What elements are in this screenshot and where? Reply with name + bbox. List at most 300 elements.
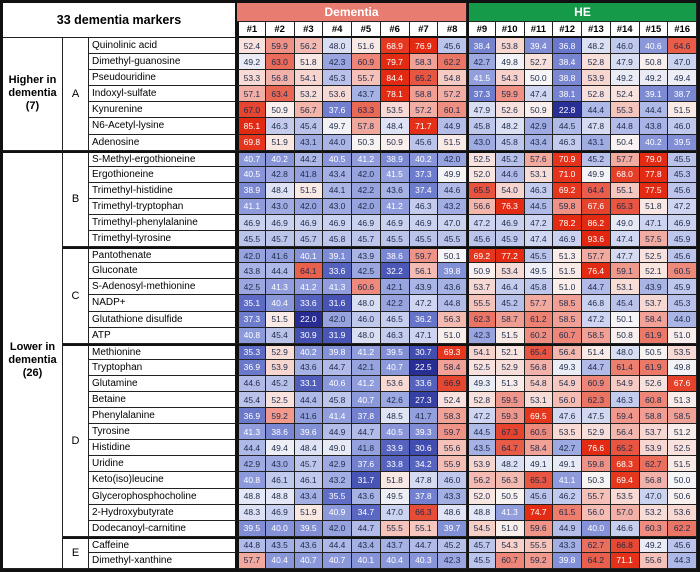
heatmap-cell: 49.5	[381, 489, 410, 505]
heatmap-cell: 40.2	[295, 344, 324, 360]
heatmap-cell: 48.0	[352, 295, 381, 311]
heatmap-cell: 59.4	[611, 408, 640, 424]
heatmap-cell: 57.6	[525, 151, 554, 167]
heatmap-cell: 53.7	[640, 424, 669, 440]
heatmap-cell: 86.2	[582, 215, 611, 231]
heatmap-cell: 46.9	[266, 505, 295, 521]
heatmap-cell: 51.4	[582, 344, 611, 360]
heatmap-cell: 52.4	[438, 392, 467, 408]
heatmap-cell: 54.1	[295, 70, 324, 86]
heatmap-cell: 57.0	[611, 505, 640, 521]
heatmap-cell: 48.4	[381, 118, 410, 134]
heatmap-cell: 45.8	[467, 118, 496, 134]
heatmap-cell: 55.9	[438, 456, 467, 472]
heatmap-cell: 42.1	[381, 279, 410, 295]
heatmap-cell: 41.2	[352, 376, 381, 392]
heatmap-cell: 42.8	[266, 167, 295, 183]
marker-name: Dimethyl-xanthine	[89, 553, 237, 569]
heatmap-cell: 58.4	[525, 440, 554, 456]
heatmap-cell: 36.9	[237, 408, 266, 424]
heatmap-cell: 46.8	[582, 295, 611, 311]
heatmap-cell: 41.3	[323, 279, 352, 295]
heatmap-cell: 44.5	[553, 118, 582, 134]
heatmap-cell: 45.5	[525, 247, 554, 263]
heatmap-cell: 38.4	[467, 38, 496, 54]
heatmap-cell: 45.9	[668, 279, 697, 295]
heatmap-cell: 53.2	[640, 505, 669, 521]
heatmap-cell: 69.8	[237, 135, 266, 151]
heatmap-cell: 61.9	[640, 360, 669, 376]
heatmap-cell: 38.9	[381, 151, 410, 167]
heatmap-cell: 64.6	[668, 38, 697, 54]
heatmap-cell: 47.9	[611, 54, 640, 70]
heatmap-cell: 35.1	[237, 295, 266, 311]
heatmap-cell: 56.0	[553, 392, 582, 408]
heatmap-cell: 47.4	[611, 231, 640, 247]
heatmap-cell: 62.2	[438, 54, 467, 70]
heatmap-cell: 41.1	[237, 199, 266, 215]
marker-name: Gluconate	[89, 263, 237, 279]
heatmap-cell: 51.5	[668, 102, 697, 118]
category-label: Lower in dementia (26)	[3, 151, 63, 569]
heatmap-cell: 45.3	[668, 295, 697, 311]
marker-name: Trimethyl-tyrosine	[89, 231, 237, 247]
marker-name: Betaine	[89, 392, 237, 408]
heatmap-cell: 44.3	[668, 553, 697, 569]
heatmap-cell: 78.1	[381, 86, 410, 102]
heatmap-cell: 46.0	[611, 38, 640, 54]
heatmap-cell: 44.4	[640, 102, 669, 118]
heatmap-cell: 37.6	[352, 456, 381, 472]
heatmap-cell: 47.1	[640, 215, 669, 231]
heatmap-cell: 60.1	[438, 102, 467, 118]
heatmap-cell: 32.2	[381, 263, 410, 279]
heatmap-cell: 50.3	[582, 472, 611, 488]
heatmap-cell: 93.6	[582, 231, 611, 247]
heatmap-cell: 37.4	[410, 183, 439, 199]
heatmap-cell: 44.8	[237, 537, 266, 553]
heatmap-cell: 42.0	[352, 167, 381, 183]
marker-name: NADP+	[89, 295, 237, 311]
heatmap-cell: 64.1	[295, 263, 324, 279]
heatmap-cell: 68.0	[611, 167, 640, 183]
heatmap-cell: 79.7	[381, 54, 410, 70]
heatmap-cell: 53.6	[381, 376, 410, 392]
heatmap-cell: 33.6	[295, 295, 324, 311]
heatmap-cell: 58.5	[582, 328, 611, 344]
heatmap-cell: 40.7	[381, 360, 410, 376]
heatmap-cell: 39.3	[410, 424, 439, 440]
heatmap-cell: 74.7	[525, 505, 554, 521]
heatmap-cell: 51.6	[352, 38, 381, 54]
column-header: #9	[467, 22, 496, 38]
column-header: #12	[553, 22, 582, 38]
heatmap-cell: 43.7	[352, 86, 381, 102]
heatmap-cell: 51.5	[553, 263, 582, 279]
heatmap-cell: 70.9	[553, 151, 582, 167]
heatmap-cell: 51.8	[295, 54, 324, 70]
heatmap-cell: 57.7	[525, 295, 554, 311]
heatmap-cell: 43.6	[352, 489, 381, 505]
heatmap-cell: 52.0	[467, 489, 496, 505]
heatmap-cell: 71.1	[611, 553, 640, 569]
heatmap-cell: 60.8	[640, 392, 669, 408]
heatmap-cell: 47.5	[582, 408, 611, 424]
heatmap-cell: 59.1	[611, 263, 640, 279]
heatmap-cell: 66.9	[438, 376, 467, 392]
heatmap-cell: 55.5	[381, 521, 410, 537]
heatmap-cell: 45.8	[496, 135, 525, 151]
heatmap-cell: 45.8	[323, 231, 352, 247]
heatmap-cell: 46.2	[553, 489, 582, 505]
heatmap-cell: 51.5	[438, 135, 467, 151]
heatmap-cell: 48.4	[295, 440, 324, 456]
column-header: #13	[582, 22, 611, 38]
heatmap-cell: 56.8	[640, 472, 669, 488]
marker-name: 2-Hydroxybutyrate	[89, 505, 237, 521]
heatmap-cell: 44.9	[323, 424, 352, 440]
heatmap-cell: 44.7	[323, 360, 352, 376]
heatmap-cell: 50.9	[381, 135, 410, 151]
heatmap-cell: 40.7	[323, 553, 352, 569]
heatmap-cell: 46.9	[553, 231, 582, 247]
heatmap-cell: 62.7	[582, 537, 611, 553]
marker-name: Pantothenate	[89, 247, 237, 263]
heatmap-cell: 49.9	[438, 167, 467, 183]
heatmap-cell: 57.8	[352, 118, 381, 134]
heatmap-cell: 43.7	[381, 537, 410, 553]
heatmap-cell: 71.7	[410, 118, 439, 134]
heatmap-cell: 42.0	[352, 199, 381, 215]
heatmap-cell: 64.4	[582, 183, 611, 199]
heatmap-cell: 38.8	[553, 70, 582, 86]
heatmap-cell: 69.4	[611, 472, 640, 488]
heatmap-cell: 76.4	[582, 263, 611, 279]
heatmap-cell: 53.9	[640, 440, 669, 456]
column-header: #7	[410, 22, 439, 38]
heatmap-cell: 45.4	[295, 118, 324, 134]
heatmap-cell: 22.0	[295, 312, 324, 328]
heatmap-cell: 46.9	[496, 215, 525, 231]
heatmap-cell: 41.3	[266, 279, 295, 295]
heatmap-cell: 62.3	[582, 392, 611, 408]
column-header: #14	[611, 22, 640, 38]
heatmap-cell: 47.0	[640, 489, 669, 505]
heatmap-cell: 49.0	[323, 440, 352, 456]
heatmap-cell: 55.1	[611, 183, 640, 199]
heatmap-cell: 43.6	[381, 183, 410, 199]
heatmap-cell: 50.9	[266, 102, 295, 118]
heatmap-cell: 44.9	[438, 118, 467, 134]
column-header: #16	[668, 22, 697, 38]
column-header: #3	[295, 22, 324, 38]
heatmap-cell: 47.8	[582, 118, 611, 134]
heatmap-cell: 30.6	[410, 440, 439, 456]
heatmap-cell: 44.9	[553, 521, 582, 537]
heatmap-cell: 40.5	[323, 151, 352, 167]
heatmap-cell: 35.3	[237, 344, 266, 360]
heatmap-cell: 45.4	[611, 295, 640, 311]
heatmap-cell: 51.3	[668, 392, 697, 408]
heatmap-cell: 44.4	[237, 440, 266, 456]
heatmap-cell: 39.5	[295, 521, 324, 537]
heatmap-cell: 50.3	[352, 135, 381, 151]
heatmap-cell: 59.7	[438, 424, 467, 440]
heatmap-cell: 45.6	[668, 183, 697, 199]
heatmap-cell: 61.5	[553, 505, 582, 521]
heatmap-cell: 55.7	[352, 70, 381, 86]
heatmap-cell: 39.8	[323, 344, 352, 360]
heatmap-cell: 41.2	[295, 279, 324, 295]
heatmap-cell: 45.6	[467, 231, 496, 247]
column-header: #6	[381, 22, 410, 38]
heatmap-cell: 51.3	[553, 247, 582, 263]
heatmap-cell: 48.5	[381, 408, 410, 424]
heatmap-cell: 41.8	[295, 167, 324, 183]
heatmap-cell: 44.7	[582, 279, 611, 295]
heatmap-cell: 43.2	[438, 199, 467, 215]
heatmap-cell: 63.3	[352, 102, 381, 118]
heatmap-cell: 51.5	[668, 456, 697, 472]
heatmap-cell: 40.6	[323, 376, 352, 392]
heatmap-cell: 59.9	[496, 86, 525, 102]
heatmap-cell: 68.9	[381, 38, 410, 54]
heatmap-cell: 52.9	[496, 360, 525, 376]
heatmap-cell: 59.9	[266, 38, 295, 54]
heatmap-cell: 46.0	[438, 472, 467, 488]
heatmap-cell: 59.2	[266, 408, 295, 424]
heatmap-cell: 47.7	[611, 247, 640, 263]
heatmap-cell: 45.5	[237, 231, 266, 247]
heatmap-cell: 54.9	[611, 376, 640, 392]
heatmap-cell: 77.2	[496, 247, 525, 263]
group-letter: C	[63, 247, 89, 344]
heatmap-cell: 53.6	[668, 505, 697, 521]
heatmap-cell: 65.2	[410, 70, 439, 86]
marker-name: Trimethyl-phenylalanine	[89, 215, 237, 231]
heatmap-cell: 51.2	[668, 424, 697, 440]
heatmap-cell: 40.0	[266, 521, 295, 537]
heatmap-cell: 44.4	[582, 102, 611, 118]
heatmap-cell: 45.2	[496, 295, 525, 311]
heatmap-cell: 51.9	[295, 505, 324, 521]
heatmap-cell: 41.2	[352, 344, 381, 360]
heatmap-cell: 51.0	[668, 328, 697, 344]
heatmap-cell: 45.8	[525, 279, 554, 295]
marker-name: ATP	[89, 328, 237, 344]
heatmap-cell: 43.1	[295, 135, 324, 151]
marker-name: Quinolinic acid	[89, 38, 237, 54]
heatmap-cell: 52.5	[266, 392, 295, 408]
heatmap-cell: 67.6	[668, 376, 697, 392]
marker-name: Trimethyl-histidine	[89, 183, 237, 199]
heatmap-cell: 51.5	[266, 312, 295, 328]
category-label: Higher in dementia (7)	[3, 38, 63, 151]
heatmap-cell: 40.0	[582, 521, 611, 537]
heatmap-cell: 42.7	[553, 440, 582, 456]
heatmap-cell: 53.3	[237, 70, 266, 86]
heatmap-cell: 45.7	[266, 231, 295, 247]
heatmap-cell: 44.2	[295, 151, 324, 167]
heatmap-cell: 58.4	[640, 312, 669, 328]
heatmap-cell: 60.5	[525, 424, 554, 440]
heatmap-cell: 45.3	[323, 70, 352, 86]
heatmap-cell: 46.1	[266, 472, 295, 488]
heatmap-cell: 47.0	[668, 54, 697, 70]
heatmap-cell: 48.4	[266, 183, 295, 199]
marker-name: Trimethyl-tryptophan	[89, 199, 237, 215]
heatmap-cell: 37.3	[467, 86, 496, 102]
heatmap-cell: 45.2	[582, 151, 611, 167]
heatmap-cell: 52.9	[582, 424, 611, 440]
heatmap-cell: 47.4	[525, 86, 554, 102]
heatmap-cell: 43.8	[640, 118, 669, 134]
heatmap-cell: 60.2	[525, 328, 554, 344]
heatmap-cell: 39.1	[323, 247, 352, 263]
heatmap-cell: 45.2	[496, 151, 525, 167]
marker-name: Glycerophosphocholine	[89, 489, 237, 505]
heatmap-cell: 54.0	[496, 183, 525, 199]
heatmap-cell: 46.9	[410, 215, 439, 231]
heatmap-cell: 63.0	[266, 54, 295, 70]
heatmap-cell: 56.4	[611, 424, 640, 440]
heatmap-cell: 60.7	[496, 553, 525, 569]
heatmap-cell: 54.3	[496, 537, 525, 553]
heatmap-cell: 45.6	[438, 38, 467, 54]
marker-name: Dimethyl-guanosine	[89, 54, 237, 70]
heatmap-cell: 52.1	[640, 263, 669, 279]
heatmap-cell: 53.8	[496, 38, 525, 54]
heatmap-cell: 52.5	[668, 440, 697, 456]
heatmap-cell: 59.7	[410, 247, 439, 263]
heatmap-cell: 46.9	[352, 215, 381, 231]
heatmap-cell: 42.9	[323, 456, 352, 472]
heatmap-cell: 42.2	[352, 183, 381, 199]
heatmap-cell: 54.9	[553, 376, 582, 392]
heatmap-cell: 42.7	[467, 54, 496, 70]
heatmap-cell: 43.0	[266, 199, 295, 215]
heatmap-cell: 38.6	[266, 424, 295, 440]
heatmap-cell: 69.5	[525, 408, 554, 424]
heatmap-cell: 48.8	[467, 505, 496, 521]
heatmap-cell: 45.4	[237, 392, 266, 408]
heatmap-cell: 49.4	[668, 70, 697, 86]
heatmap-cell: 47.2	[467, 408, 496, 424]
heatmap-cell: 38.4	[553, 54, 582, 70]
heatmap-cell: 42.9	[237, 456, 266, 472]
heatmap-cell: 43.6	[295, 360, 324, 376]
heatmap-cell: 56.8	[266, 70, 295, 86]
heatmap-cell: 39.4	[525, 38, 554, 54]
heatmap-cell: 45.5	[381, 231, 410, 247]
heatmap-cell: 49.3	[467, 376, 496, 392]
heatmap-cell: 43.0	[467, 135, 496, 151]
heatmap-cell: 49.1	[553, 456, 582, 472]
heatmap-cell: 46.9	[237, 215, 266, 231]
heatmap-cell: 56.3	[496, 472, 525, 488]
heatmap-cell: 45.6	[410, 135, 439, 151]
heatmap-cell: 38.9	[237, 183, 266, 199]
heatmap-cell: 42.5	[352, 263, 381, 279]
heatmap-cell: 44.7	[582, 360, 611, 376]
heatmap-cell: 51.5	[295, 183, 324, 199]
heatmap-cell: 69.2	[553, 183, 582, 199]
heatmap-cell: 44.8	[438, 295, 467, 311]
heatmap-cell: 49.2	[237, 54, 266, 70]
heatmap-cell: 66.3	[410, 505, 439, 521]
heatmap-cell: 41.6	[295, 408, 324, 424]
heatmap-cell: 44.7	[410, 537, 439, 553]
heatmap-cell: 45.5	[668, 151, 697, 167]
heatmap-cell: 53.2	[295, 86, 324, 102]
heatmap-cell: 40.9	[323, 505, 352, 521]
heatmap-cell: 42.0	[323, 521, 352, 537]
heatmap-cell: 55.3	[611, 102, 640, 118]
heatmap-cell: 51.0	[438, 328, 467, 344]
heatmap-cell: 71.0	[553, 167, 582, 183]
heatmap-cell: 46.3	[525, 183, 554, 199]
heatmap-cell: 43.9	[352, 247, 381, 263]
heatmap-cell: 40.4	[266, 553, 295, 569]
heatmap-cell: 45.2	[438, 537, 467, 553]
heatmap-cell: 84.4	[381, 70, 410, 86]
heatmap-cell: 47.2	[467, 215, 496, 231]
heatmap-cell: 55.5	[467, 295, 496, 311]
heatmap-cell: 43.4	[352, 537, 381, 553]
heatmap-cell: 42.2	[381, 295, 410, 311]
heatmap-cell: 37.6	[323, 102, 352, 118]
marker-name: S-Methyl-ergothioneine	[89, 151, 237, 167]
heatmap-cell: 33.9	[381, 440, 410, 456]
heatmap-cell: 57.5	[640, 231, 669, 247]
heatmap-cell: 56.1	[410, 263, 439, 279]
heatmap-cell: 52.4	[237, 38, 266, 54]
heatmap-cell: 57.7	[237, 553, 266, 569]
heatmap-cell: 45.4	[266, 328, 295, 344]
heatmap-cell: 56.2	[467, 472, 496, 488]
heatmap-cell: 53.1	[525, 392, 554, 408]
heatmap-cell: 41.3	[496, 505, 525, 521]
heatmap-cell: 56.8	[525, 360, 554, 376]
heatmap-cell: 45.9	[668, 231, 697, 247]
heatmap-cell: 44.7	[352, 424, 381, 440]
heatmap-cell: 37.3	[237, 312, 266, 328]
heatmap-cell: 50.1	[438, 247, 467, 263]
heatmap-cell: 41.1	[553, 472, 582, 488]
marker-name: Tryptophan	[89, 360, 237, 376]
heatmap-cell: 49.4	[266, 440, 295, 456]
group-letter: E	[63, 537, 89, 569]
marker-name: Tyrosine	[89, 424, 237, 440]
heatmap-cell: 45.6	[668, 247, 697, 263]
heatmap-cell: 41.6	[266, 247, 295, 263]
heatmap-cell: 39.8	[438, 263, 467, 279]
heatmap-cell: 49.2	[611, 70, 640, 86]
heatmap-cell: 55.6	[640, 553, 669, 569]
heatmap-cell: 54.1	[467, 344, 496, 360]
heatmap-cell: 45.5	[410, 231, 439, 247]
heatmap-cell: 46.3	[553, 135, 582, 151]
marker-name: Glutamine	[89, 376, 237, 392]
marker-name: Pseudouridine	[89, 70, 237, 86]
heatmap-cell: 67.6	[582, 199, 611, 215]
heatmap-cell: 57.2	[438, 86, 467, 102]
heatmap-cell: 57.1	[237, 86, 266, 102]
heatmap-cell: 27.3	[410, 392, 439, 408]
heatmap-cell: 56.2	[295, 38, 324, 54]
heatmap-cell: 65.3	[525, 472, 554, 488]
heatmap-cell: 45.9	[496, 231, 525, 247]
